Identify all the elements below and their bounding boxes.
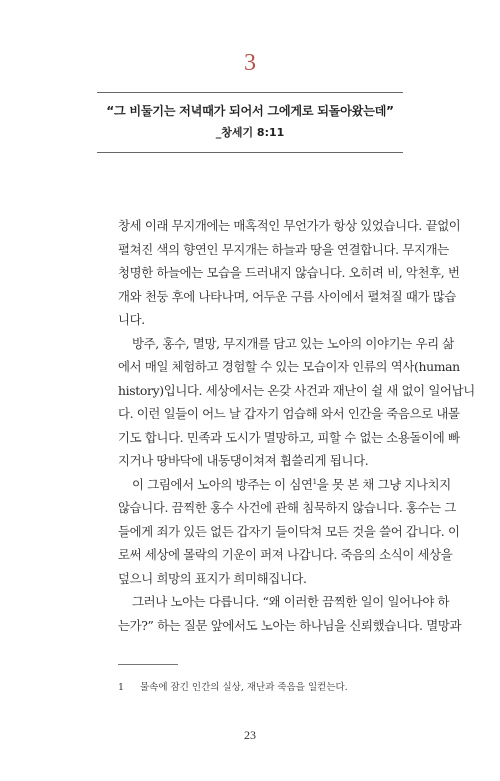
chapter-number: 3 [244, 50, 256, 76]
footnote-divider [118, 664, 178, 665]
body-line-part: 이 그림에서 노아의 방주는 이 심연 [132, 476, 313, 492]
body-line: 펼쳐진 색의 향연인 무지개는 하늘과 땅을 연결합니다. 무지개는 [118, 241, 449, 257]
body-line: 니다. [118, 312, 145, 327]
body-line: 청명한 하늘에는 모습을 드러내지 않습니다. 오히려 비, 악천후, 번 [118, 265, 460, 280]
body-line: 지거나 땅바닥에 내동댕이쳐져 휩쓸리게 됩니다. [118, 453, 369, 468]
body-line: 창세 이래 무지개에는 매혹적인 무언가가 항상 있었습니다. 끝없이 [118, 218, 461, 233]
page-number: 23 [244, 728, 256, 742]
body-line: 덮으니 희망의 표지가 희미해집니다. [118, 570, 307, 586]
footnote [118, 679, 348, 693]
epigraph-quote: “그 비둘기는 저녁때가 되어서 그에게로 되돌아왔는데” [106, 104, 394, 118]
epigraph-bottom-rule [97, 152, 403, 153]
footnote-reference[interactable]: 1 [312, 477, 317, 486]
body-line: 기도 합니다. 민족과 도시가 멸망하고, 피할 수 없는 소용돌이에 빠 [118, 429, 460, 445]
body-text [118, 214, 475, 637]
body-line: 개와 천둥 후에 나타나며, 어두운 구름 사이에서 펼쳐질 때가 많습 [118, 288, 456, 304]
body-line: 다. 이런 일들이 어느 날 갑자기 엄습해 와서 인간을 죽음으로 내몰 [118, 406, 460, 421]
body-line: 들에게 죄가 있든 없든 갑자기 들이닥쳐 모든 것을 쓸어 갑니다. 이 [118, 523, 460, 539]
epigraph-top-rule [97, 92, 403, 93]
body-line: 그러나 노아는 다릅니다. “왜 이러한 끔찍한 일이 일어나야 하 [132, 594, 450, 609]
body-line-with-footnote [118, 473, 451, 497]
body-line: 않습니다. 끔찍한 홍수 사건에 관해 침묵하지 않습니다. 홍수는 그 [118, 500, 456, 515]
body-line-part: 을 못 본 채 그냥 지나치지 [316, 476, 451, 492]
body-line: 로써 세상에 몰락의 기운이 퍼져 나갑니다. 죽음의 소식이 세상을 [118, 547, 453, 562]
body-line: 에서 매일 체험하고 경험할 수 있는 모습이자 인류의 역사(human [118, 359, 460, 374]
body-line: history)입니다. 세상에서는 온갖 사건과 재난이 쉴 새 없이 일어납니 [118, 382, 475, 398]
body-line: 는가?” 하는 질문 앞에서도 노아는 하나님을 신뢰했습니다. 멸망과 [118, 617, 462, 633]
epigraph-source: _창세기 8:11 [215, 126, 285, 139]
body-line: 방주, 홍수, 멸망, 무지개를 담고 있는 노아의 이야기는 우리 삶 [132, 335, 454, 351]
footnote-text: 물속에 잠긴 인간의 실상, 재난과 죽음을 일컫는다. [140, 682, 348, 693]
footnote-number: 1 [118, 682, 125, 693]
